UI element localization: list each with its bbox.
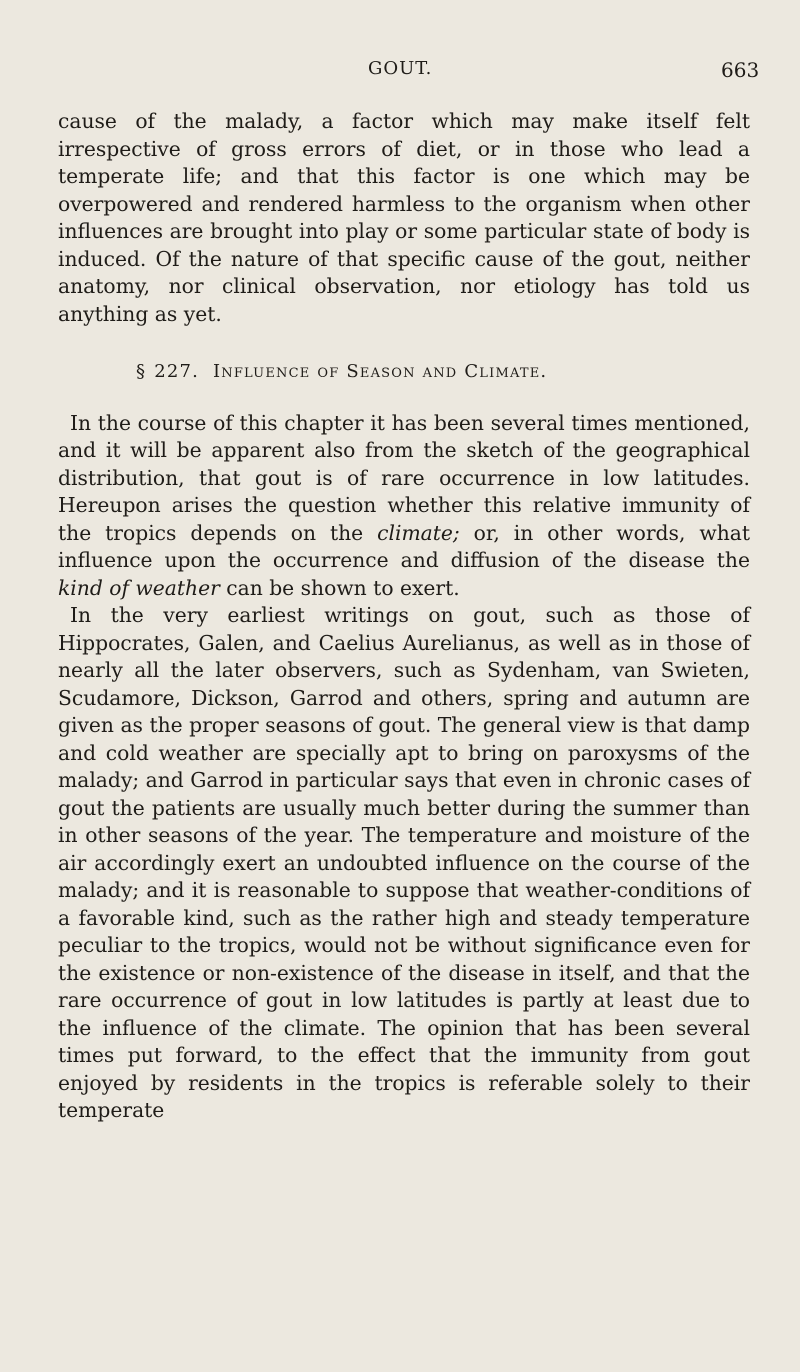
emphasis-climate: climate; bbox=[377, 520, 460, 545]
section-symbol: § bbox=[136, 361, 147, 382]
paragraph-climate-question bbox=[58, 410, 750, 603]
page-number: 663 bbox=[721, 58, 760, 82]
page-body bbox=[58, 108, 750, 1125]
paragraph-text-part: In the course of this chapter it has been several times mentioned, and it will be apparent also from the sketch of the geographical distribution, that gout is of rare occurrence in low latitudes. Hereupon arises the question whether this relative immunity of the tropics depends on the bbox=[58, 410, 750, 545]
paragraph-continued: cause of the malady, a factor which may make itself felt irrespective of gross errors of diet, or in those who lead a temperate life; and that this factor is one which may be overpowered and rendered harmless to the organism when other influences are brought into play or some particular state of body is induced. Of the nature of that specific cause of the gout, neither anatomy, nor clinical observation, nor etiology has told us anything as yet. bbox=[58, 109, 750, 326]
paragraph-text-part: can be shown to exert. bbox=[219, 575, 460, 600]
section-title: Influence of Season and Climate. bbox=[212, 361, 548, 382]
paragraph-text-part: or, in other words, what influence upon the occurrence and diffusion of the disease the bbox=[58, 520, 750, 572]
running-title: GOUT. bbox=[368, 58, 433, 79]
section-heading bbox=[58, 358, 750, 386]
emphasis-kind-of-weather: kind of weather bbox=[58, 575, 220, 600]
section-number: 227. bbox=[154, 361, 200, 382]
paragraph-seasons-of-gout: In the very earliest writings on gout, such as those of Hippocrates, Galen, and Caelius Aurelianus, as well as in those of nearly all the later observers, such as Sydenham, van Swieten, Scudamore, Dickson, Garrod and others, spring and autumn are given as the proper seasons of gout. The general view is that damp and cold weather are specially apt to bring on paroxysms of the malady; and Garrod in particular says that even in chronic cases of gout the patients are usually much better during the summer than in other seasons of the year. The temperature and moisture of the air accordingly exert an undoubted influence on the course of the malady; and it is reasonable to suppose that weather-conditions of a favorable kind, such as the rather high and steady temperature peculiar to the tropics, would not be without significance even for the existence or non-existence of the disease in itself, and that the rare occurrence of gout in low latitudes is partly at least due to the influence of the climate. The opinion that has been several times put forward, to the effect that the immunity from gout enjoyed by residents in the tropics is referable solely to their temperate bbox=[58, 603, 750, 1122]
